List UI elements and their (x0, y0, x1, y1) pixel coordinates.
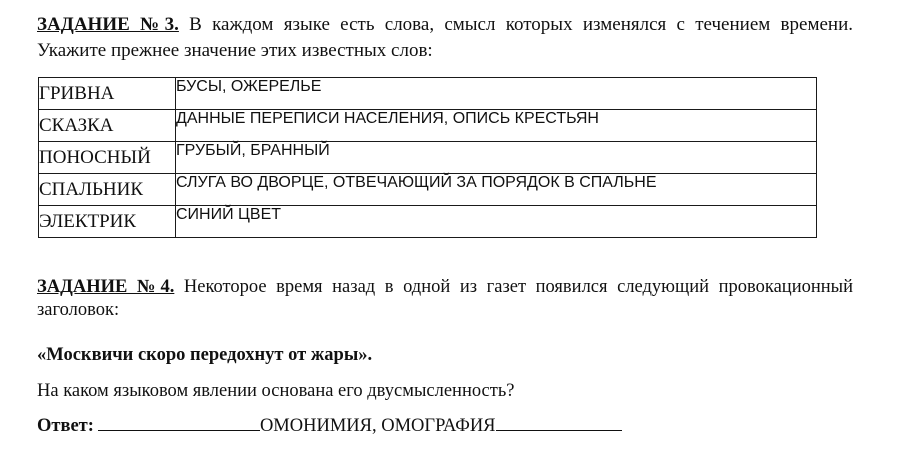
task4-label: ЗАДАНИЕ №4. (37, 277, 175, 297)
meaning-cell: СИНИЙ ЦВЕТ (176, 206, 817, 238)
answer-label: Ответ: (37, 416, 94, 436)
meaning-cell: СЛУГА ВО ДВОРЦЕ, ОТВЕЧАЮЩИЙ ЗА ПОРЯДОК В СПАЛЬНЕ (176, 174, 817, 206)
newspaper-headline: «Москвичи скоро передохнут от жары». (37, 345, 373, 365)
word-cell: СКАЗКА (39, 110, 176, 142)
word-cell: СПАЛЬНИК (39, 174, 176, 206)
table-row (39, 206, 817, 238)
table-row (39, 78, 817, 110)
task4-question: На каком языковом явлении основана его двусмысленность? (37, 381, 515, 401)
meaning-cell: БУСЫ, ОЖЕРЕЛЬЕ (176, 78, 817, 110)
task3-label: ЗАДАНИЕ №3. (37, 14, 179, 35)
meaning-cell: ГРУБЫЙ, БРАННЫЙ (176, 142, 817, 174)
answer-blank-left (98, 414, 260, 431)
task3-text: В каждом языке есть слова, смысл которых изменялся с течением времени. Укажите прежнее значение этих известных слов: (37, 14, 853, 61)
task4-section (37, 276, 853, 437)
task4-intro (37, 276, 853, 322)
meaning-cell: ДАННЫЕ ПЕРЕПИСИ НАСЕЛЕНИЯ, ОПИСЬ КРЕСТЬЯН (176, 110, 817, 142)
answer-text: ОМОНИМИЯ, ОМОГРАФИЯ (259, 416, 496, 436)
word-meaning-table (38, 77, 817, 238)
task3-intro (37, 12, 853, 64)
table-row (39, 110, 817, 142)
answer-line (37, 414, 853, 437)
table-row (39, 174, 817, 206)
table-row (39, 142, 817, 174)
word-cell: ЭЛЕКТРИК (39, 206, 176, 238)
task4-text: Некоторое время назад в одной из газет появился следующий провокационный заголовок: (37, 277, 853, 320)
worksheet (37, 12, 853, 437)
word-cell: ГРИВНА (39, 78, 176, 110)
answer-blank-right (496, 414, 622, 431)
word-cell: ПОНОСНЫЙ (39, 142, 176, 174)
